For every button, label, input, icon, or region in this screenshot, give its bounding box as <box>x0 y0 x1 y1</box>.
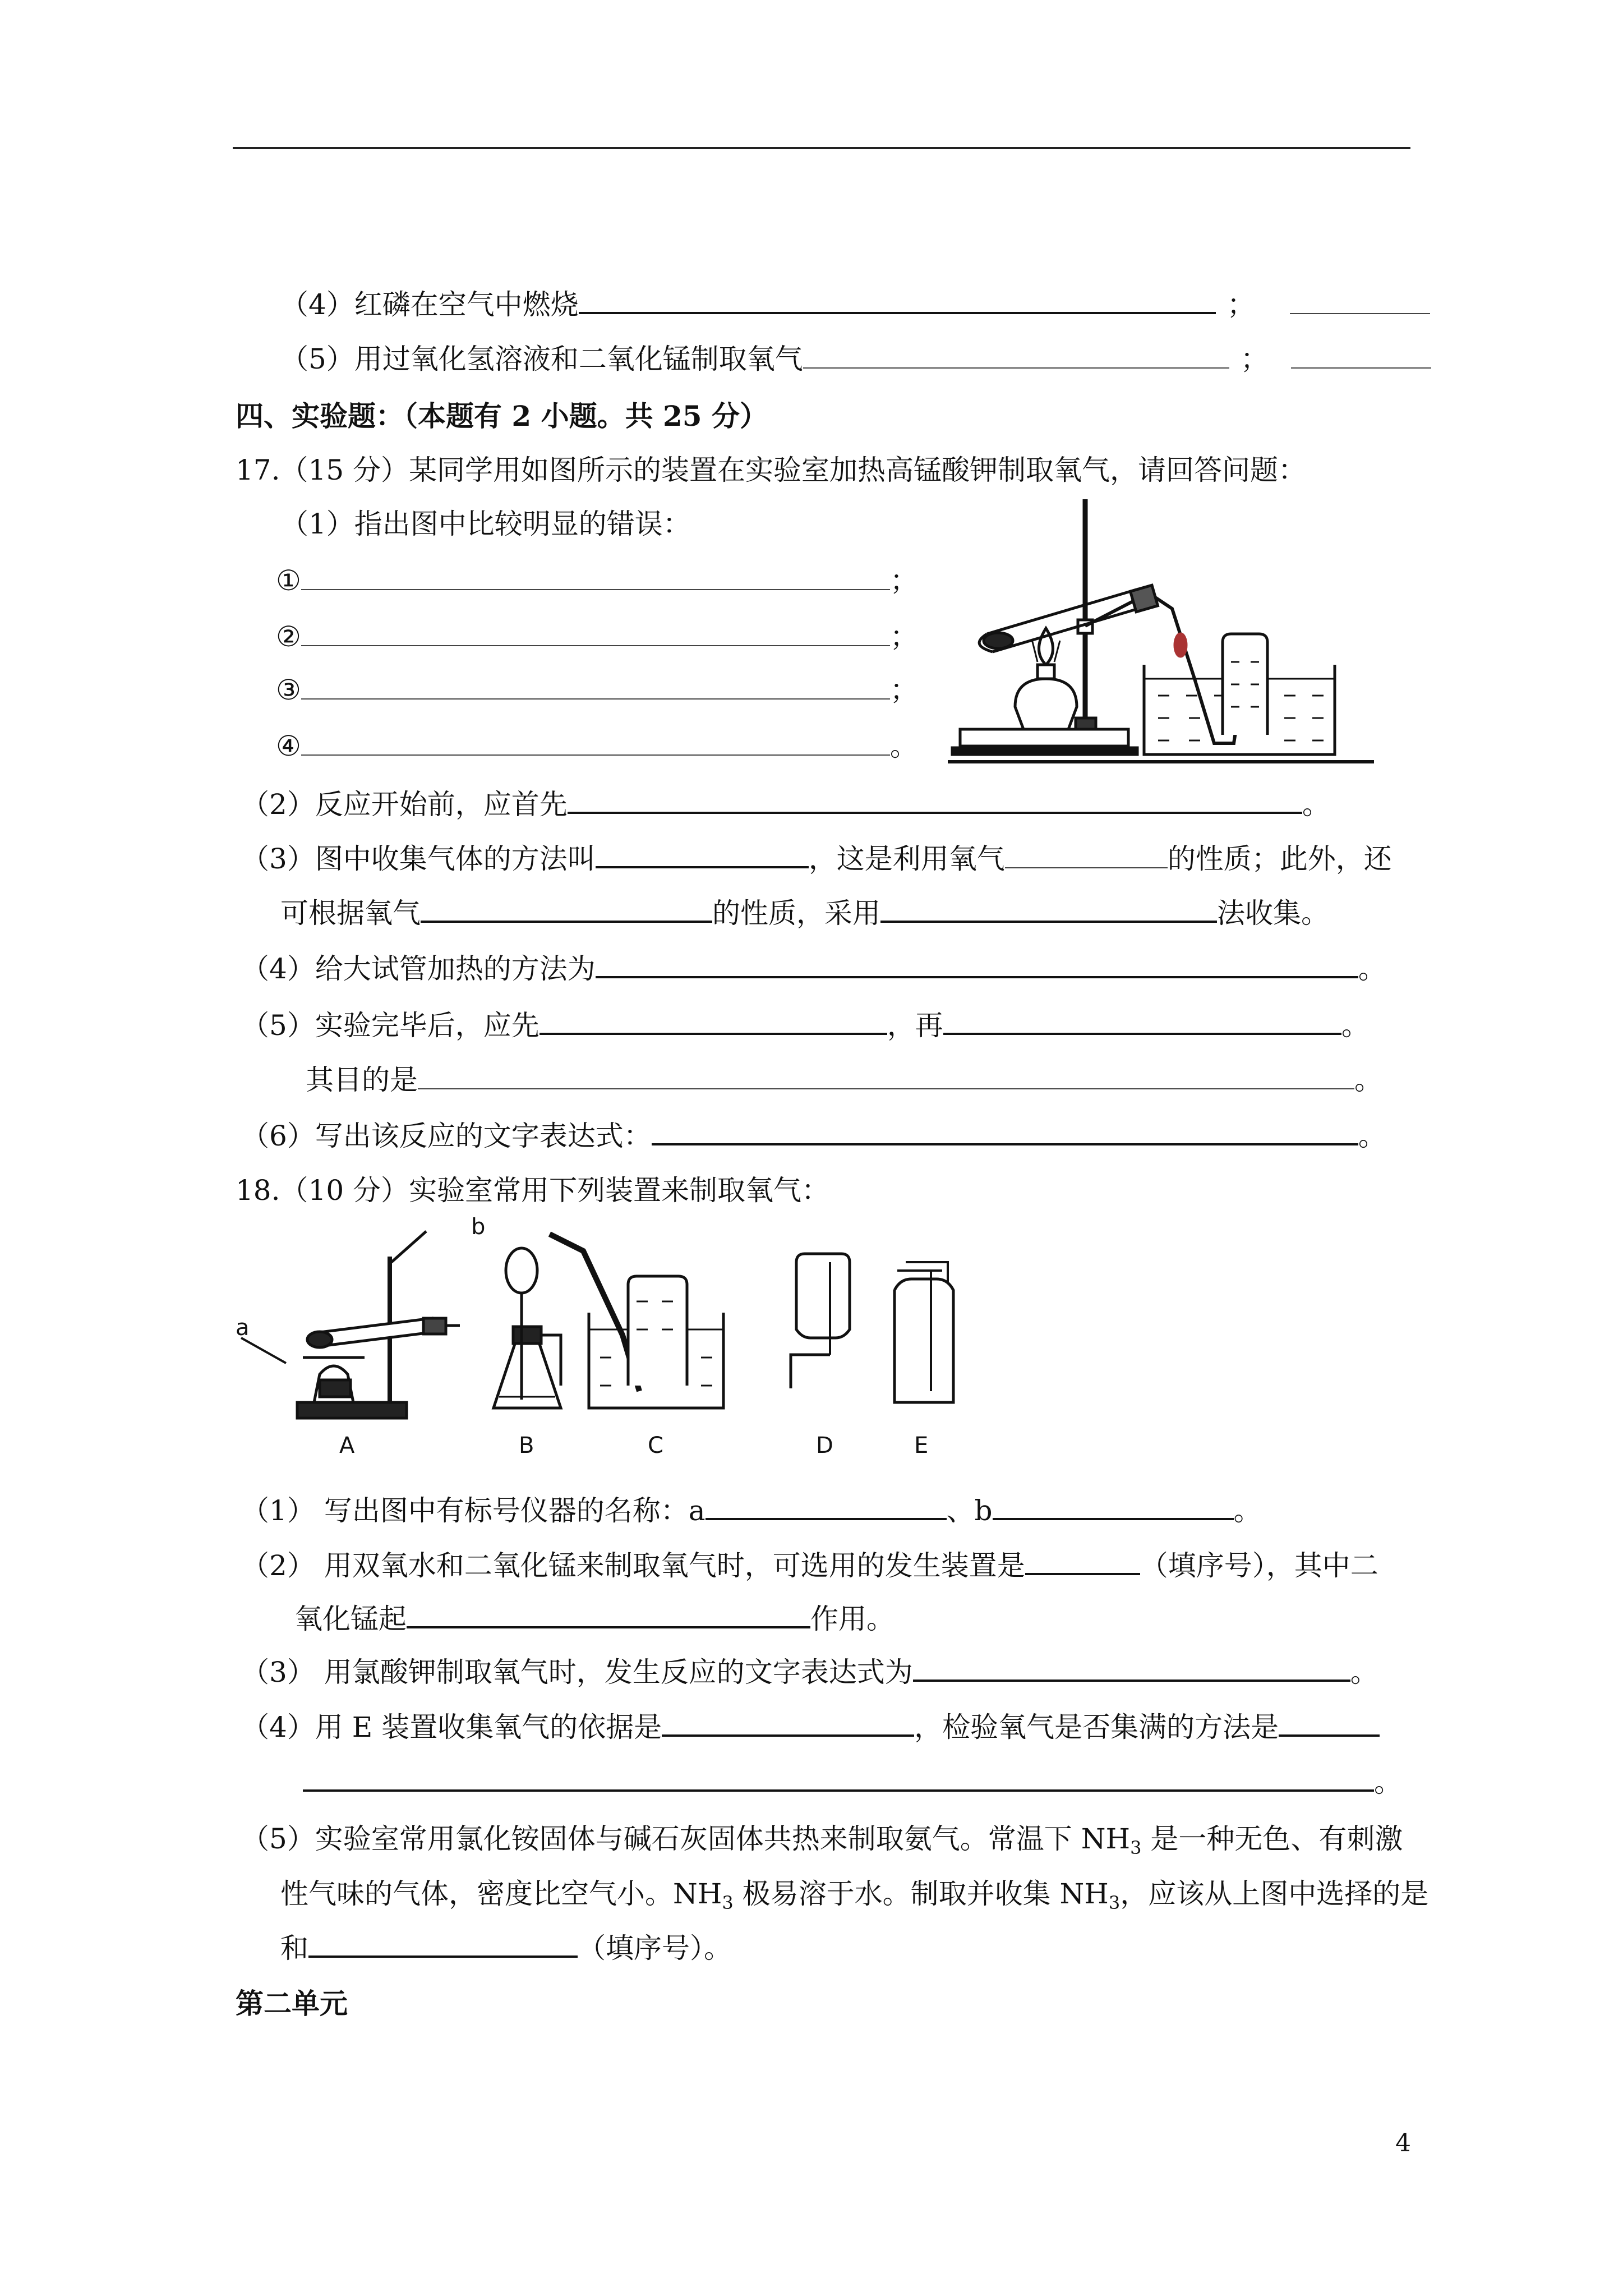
q17-5-line1: （5）实验完毕后，应先 ，再 。 <box>241 1009 1370 1042</box>
answer-blank[interactable] <box>1291 343 1431 369</box>
answer-blank[interactable] <box>913 1655 1350 1682</box>
answer-blank[interactable] <box>303 1765 1374 1792</box>
q17-intro: 17.（15 分）某同学用如图所示的装置在实验室加热高锰酸钾制取氧气，请回答问题： <box>236 454 1307 486</box>
answer-blank[interactable] <box>1025 1548 1140 1575</box>
q17-6-line: （6）写出该反应的文字表达式： 。 <box>241 1120 1386 1152</box>
q17-error-2: ② ； <box>276 620 918 653</box>
answer-blank[interactable] <box>596 951 1358 978</box>
answer-blank[interactable] <box>803 343 1229 369</box>
q18-1-line: （1） 写出图中有标号仪器的名称：a 、b 。 <box>241 1494 1262 1527</box>
answer-blank-a[interactable] <box>706 1493 947 1520</box>
caption-d: D <box>816 1433 833 1458</box>
answer-blank[interactable] <box>301 564 890 590</box>
q17-error-4: ④ 。 <box>276 730 918 762</box>
q18-4-line2: 。 <box>303 1765 1402 1799</box>
q18-5-line1: （5）实验室常用氯化铵固体与碱石灰固体共热来制取氨气。常温下 $NH_3$ 是一种无色、有刺激 <box>241 1823 1403 1858</box>
answer-blank[interactable] <box>407 1602 810 1628</box>
q17-4-line: （4）给大试管加热的方法为 。 <box>241 953 1386 985</box>
q18-2-line1: （2） 用双氧水和二氧化锰来制取氧气时，可选用的发生装置是 （填序号），其中二 <box>241 1549 1378 1582</box>
answer-blank[interactable] <box>540 1008 887 1035</box>
q16-5-line: （5）用过氧化氢溶液和二氧化锰制取氧气 ； <box>280 342 1431 376</box>
q18-5-line3: 和 （填序号）。 <box>280 1932 732 1964</box>
answer-blank[interactable] <box>596 841 809 868</box>
caption-b: B <box>519 1433 534 1458</box>
answer-blank[interactable] <box>301 620 890 646</box>
header-rule <box>233 147 1410 149</box>
figure-kmno4-apparatus <box>948 494 1385 769</box>
answer-blank[interactable] <box>579 287 1216 314</box>
label-a: a <box>236 1315 250 1341</box>
caption-a: A <box>339 1433 355 1458</box>
answer-blank[interactable] <box>1005 843 1168 868</box>
answer-blank[interactable] <box>652 1119 1358 1145</box>
answer-blank[interactable] <box>418 1064 1354 1089</box>
answer-blank[interactable] <box>880 896 1217 923</box>
q18-intro: 18.（10 分）实验室常用下列装置来制取氧气： <box>236 1174 830 1207</box>
q17-error-3: ③ ； <box>276 674 918 706</box>
q18-3-line: （3） 用氯酸钾制取氧气时，发生反应的文字表达式为 。 <box>241 1656 1378 1688</box>
answer-blank[interactable] <box>308 1931 578 1958</box>
q18-2-line2: 氧化锰起 作用。 <box>294 1603 895 1635</box>
answer-blank[interactable] <box>943 1008 1341 1035</box>
q17-1: （1）指出图中比较明显的错误： <box>280 508 691 540</box>
q16-5-text: （5）用过氧化氢溶液和二氧化锰制取氧气 <box>280 343 803 375</box>
caption-e: E <box>914 1433 929 1458</box>
unit-2-heading: 第二单元 <box>236 1987 348 2020</box>
answer-blank-b[interactable] <box>993 1493 1234 1520</box>
label-b: b <box>471 1217 486 1240</box>
answer-blank[interactable] <box>301 730 890 756</box>
q16-4-line: （4）红磷在空气中燃烧 ； <box>280 287 1430 321</box>
caption-c: C <box>648 1433 663 1458</box>
q18-4-line1: （4）用 E 装置收集氧气的依据是 ，检验氧气是否集满的方法是 <box>241 1710 1380 1744</box>
q16-4-text: （4）红磷在空气中燃烧 <box>280 288 579 321</box>
answer-blank[interactable] <box>421 896 712 923</box>
q18-5-line2: 性气味的气体，密度比空气小。$NH_3$ 极易溶于水。制取并收集 $NH_3$，应该从上图中选择的是 <box>280 1878 1429 1913</box>
section4-title: 四、实验题：（本题有 2 小题。共 25 分） <box>236 399 768 432</box>
answer-blank[interactable] <box>1290 288 1430 314</box>
figure-apparatus-a-e <box>236 1217 1066 1464</box>
q17-2-line: （2）反应开始前，应首先 。 <box>241 788 1330 821</box>
page-number: 4 <box>1395 2129 1411 2157</box>
answer-blank[interactable] <box>1279 1710 1380 1737</box>
answer-blank[interactable] <box>662 1710 914 1737</box>
q17-3-line1: （3）图中收集气体的方法叫 ，这是利用氧气 的性质；此外，还 <box>241 843 1392 875</box>
q17-5-line2: 其目的是 。 <box>306 1064 1382 1096</box>
q17-3-line2: 可根据氧气 的性质，采用 法收集。 <box>280 897 1329 930</box>
q17-error-1: ① ； <box>276 564 918 597</box>
answer-blank[interactable] <box>568 787 1302 814</box>
answer-blank[interactable] <box>301 674 890 700</box>
